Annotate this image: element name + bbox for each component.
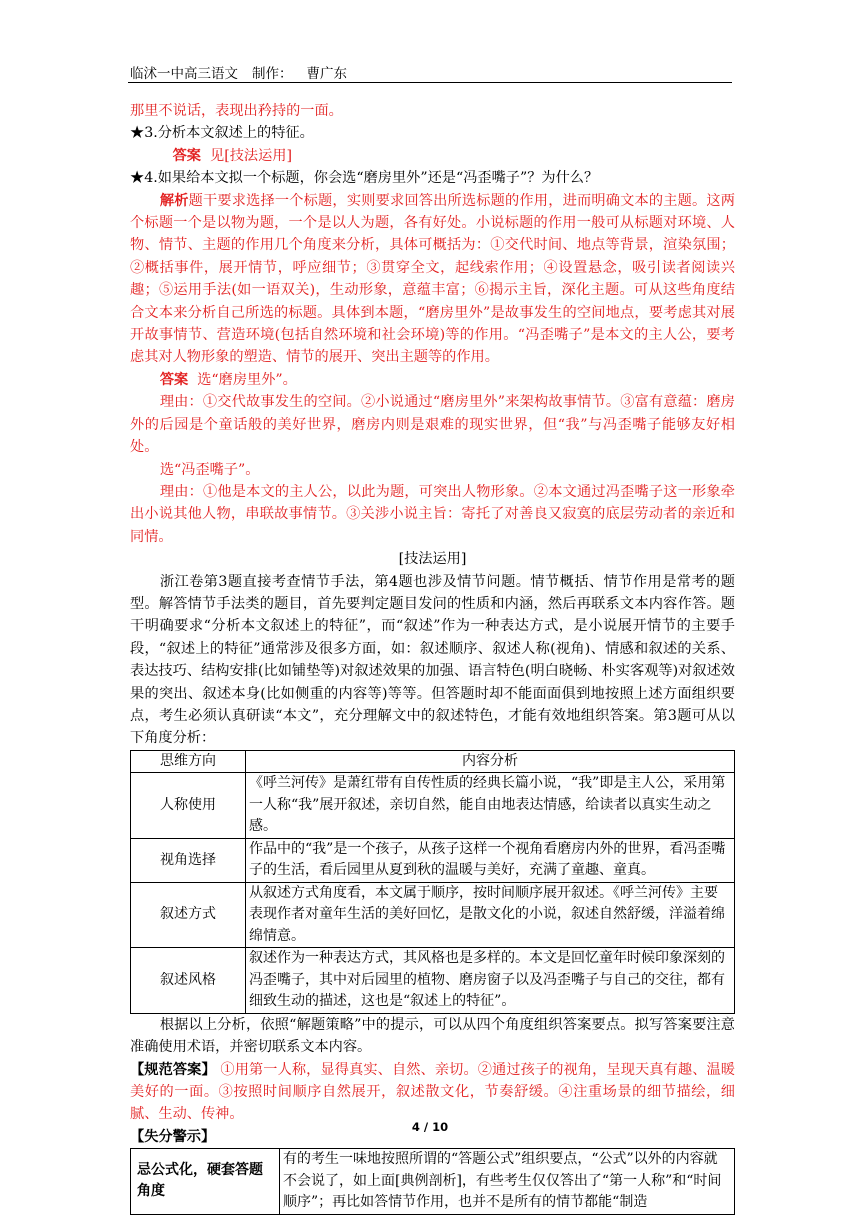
table-row bbox=[131, 882, 735, 948]
table-row bbox=[131, 838, 735, 882]
header-rule bbox=[128, 82, 732, 83]
standard-answer-text: ①用第一人称，显得真实、自然、亲切。②通过孩子的视角，呈现天真有趣、温暖美好的一面。③按照时间顺序自然展开，叙述散文化，节奏舒缓。④注重场景的细节描绘，细腻、生动、传神。 bbox=[130, 1061, 735, 1123]
reason-1: 理由：①交代故事发生的空间。②小说通过“磨房里外”来架构故事情节。③富有意蕴：磨房外的后园是个童话般的美好世界，磨房内则是艰难的现实世界，但“我”与冯歪嘴子能够友好相处。 bbox=[130, 394, 735, 456]
continued-line: 那里不说话，表现出矜持的一面。 bbox=[130, 103, 343, 119]
warning-category: 忌公式化，硬套答题角度 bbox=[131, 1149, 280, 1215]
table-header-row bbox=[131, 750, 735, 773]
table-row bbox=[131, 773, 735, 839]
analysis-paragraph bbox=[130, 190, 735, 369]
header-maker-label: 制作： bbox=[252, 66, 293, 82]
table-cell-category: 人称使用 bbox=[131, 773, 246, 839]
table-row bbox=[131, 1149, 735, 1215]
page-content bbox=[130, 100, 735, 1215]
page-number: 4 / 10 bbox=[411, 1120, 449, 1134]
after-table-paragraph: 根据以上分析，依照“解题策略”中的提示，可以从四个角度组织答案要点。拟写答案要注意准确使用术语，并密切联系文本内容。 bbox=[130, 1016, 735, 1056]
table-cell-category: 视角选择 bbox=[131, 838, 246, 882]
question-4-answer bbox=[130, 369, 735, 391]
technique-title: [技法运用] bbox=[398, 551, 467, 568]
answer-text: 见[技法运用] bbox=[210, 147, 293, 164]
table-cell-content: 作品中的“我”是一个孩子，从孩子这样一个视角看磨房内外的世界，看冯歪嘴子的生活，看后园里从夏到秋的温暖与美好，充满了童趣、童真。 bbox=[246, 838, 735, 882]
header-school: 临沭一中高三语文 bbox=[130, 66, 238, 82]
header-maker: 曹广东 bbox=[306, 66, 347, 82]
table-cell-content: 叙述作为一种表达方式，其风格也是多样的。本文是回忆童年时候印象深刻的冯歪嘴子，其中对后园里的植物、磨房窗子以及冯歪嘴子与自己的交往，都有细致生动的描述，这也是“叙述上的特征”。 bbox=[246, 948, 735, 1014]
table-cell-content: 《呼兰河传》是萧红带有自传性质的经典长篇小说，“我”即是主人公，采用第一人称“我”展开叙述，亲切自然，能自由地表达情感，给读者以真实生动之感。 bbox=[246, 773, 735, 839]
analysis-label: 解析 bbox=[159, 192, 189, 209]
table-header-cell: 思维方向 bbox=[131, 750, 246, 773]
technique-paragraph: 浙江卷第3题直接考查情节手法，第4题也涉及情节问题。情节概括、情节作用是常考的题型。解答情节手法类的题目，首先要判定题目发问的性质和内涵，然后再联系文本内容作答。题干明确要求“分析本文叙述上的特征”，而“叙述”作为一种表达方式，是小说展开情节的主要手段，“叙述上的特征”通常涉及很多方面，如：叙述顺序、叙述人称(视角)、情感和叙述的关系、表达技巧、结构安排(比如铺垫等)对叙述效果的加强、语言特色(明白晓畅、朴实客观等)对叙述效果的突出、叙述本身(比如侧重的内容等)等等。但答题时却不能面面俱到地按照上述方面组织要点，考生必须认真研读“本文”，充分理解文中的叙述特色，才能有效地组织答案。第3题可从以下角度分析： bbox=[130, 573, 735, 747]
analysis-table bbox=[130, 750, 735, 1014]
table-header-cell: 内容分析 bbox=[246, 750, 735, 773]
warning-table bbox=[130, 1148, 735, 1215]
table-cell-category: 叙述风格 bbox=[131, 948, 246, 1014]
choice-2: 选“冯歪嘴子”。 bbox=[159, 461, 260, 478]
question-4: ★4.如果给本文拟一个标题，你会选“磨房里外”还是“冯歪嘴子”？为什么？ bbox=[130, 170, 599, 187]
page-header bbox=[130, 62, 730, 82]
question-3: ★3.分析本文叙述上的特征。 bbox=[130, 125, 314, 142]
table-cell-category: 叙述方式 bbox=[131, 882, 246, 948]
table-row bbox=[131, 948, 735, 1014]
warning-content: 有的考生一味地按照所谓的“答题公式”组织要点，“公式”以外的内容就不会说了，如上面[典例剖析]，有些考生仅仅答出了“第一人称”和“时间顺序”；再比如答情节作用，也并不是所有的情节都能“制造 bbox=[280, 1149, 735, 1215]
warning-label: 【失分警示】 bbox=[130, 1128, 216, 1145]
answer-text: 选“磨房里外”。 bbox=[197, 371, 297, 388]
answer-label: 答案 bbox=[172, 147, 201, 164]
question-3-answer bbox=[130, 145, 735, 167]
table-cell-content: 从叙述方式角度看，本文属于顺序，按时间顺序展开叙述。《呼兰河传》主要表现作者对童年生活的美好回忆，是散文化的小说，叙述自然舒缓，洋溢着绵绵情意。 bbox=[246, 882, 735, 948]
analysis-text: 题干要求选择一个标题，实则要求回答出所选标题的作用，进而明确文本的主题。这两个标题一个是以物为题，一个是以人为题，各有好处。小说标题的作用一般可从标题对环境、人物、情节、主题的作用几个角度来分析，具体可概括为：①交代时间、地点等背景，渲染氛围；②概括事件，展开情节，呼应细节；③贯穿全文，起线索作用；④设置悬念，吸引读者阅读兴趣；⑤运用手法(如一语双关)，生动形象，意蕴丰富；⑥揭示主旨，深化主题。可从这些角度结合文本来分析自己所选的标题。具体到本题，“磨房里外”是故事发生的空间地点，要考虑其对展开故事情节、营造环境(包括自然环境和社会环境)等的作用。“冯歪嘴子”是本文的主人公，要考虑其对人物形象的塑造、情节的展开、突出主题等的作用。 bbox=[130, 192, 735, 366]
standard-answer-label: 【规范答案】 bbox=[130, 1061, 216, 1078]
reason-2: 理由：①他是本文的主人公，以此为题，可突出人物形象。②本文通过冯歪嘴子这一形象牵出小说其他人物，串联故事情节。③关涉小说主旨：寄托了对善良又寂寞的底层劳动者的亲近和同情。 bbox=[130, 483, 735, 545]
answer-label: 答案 bbox=[159, 371, 189, 388]
standard-answer bbox=[130, 1059, 735, 1126]
